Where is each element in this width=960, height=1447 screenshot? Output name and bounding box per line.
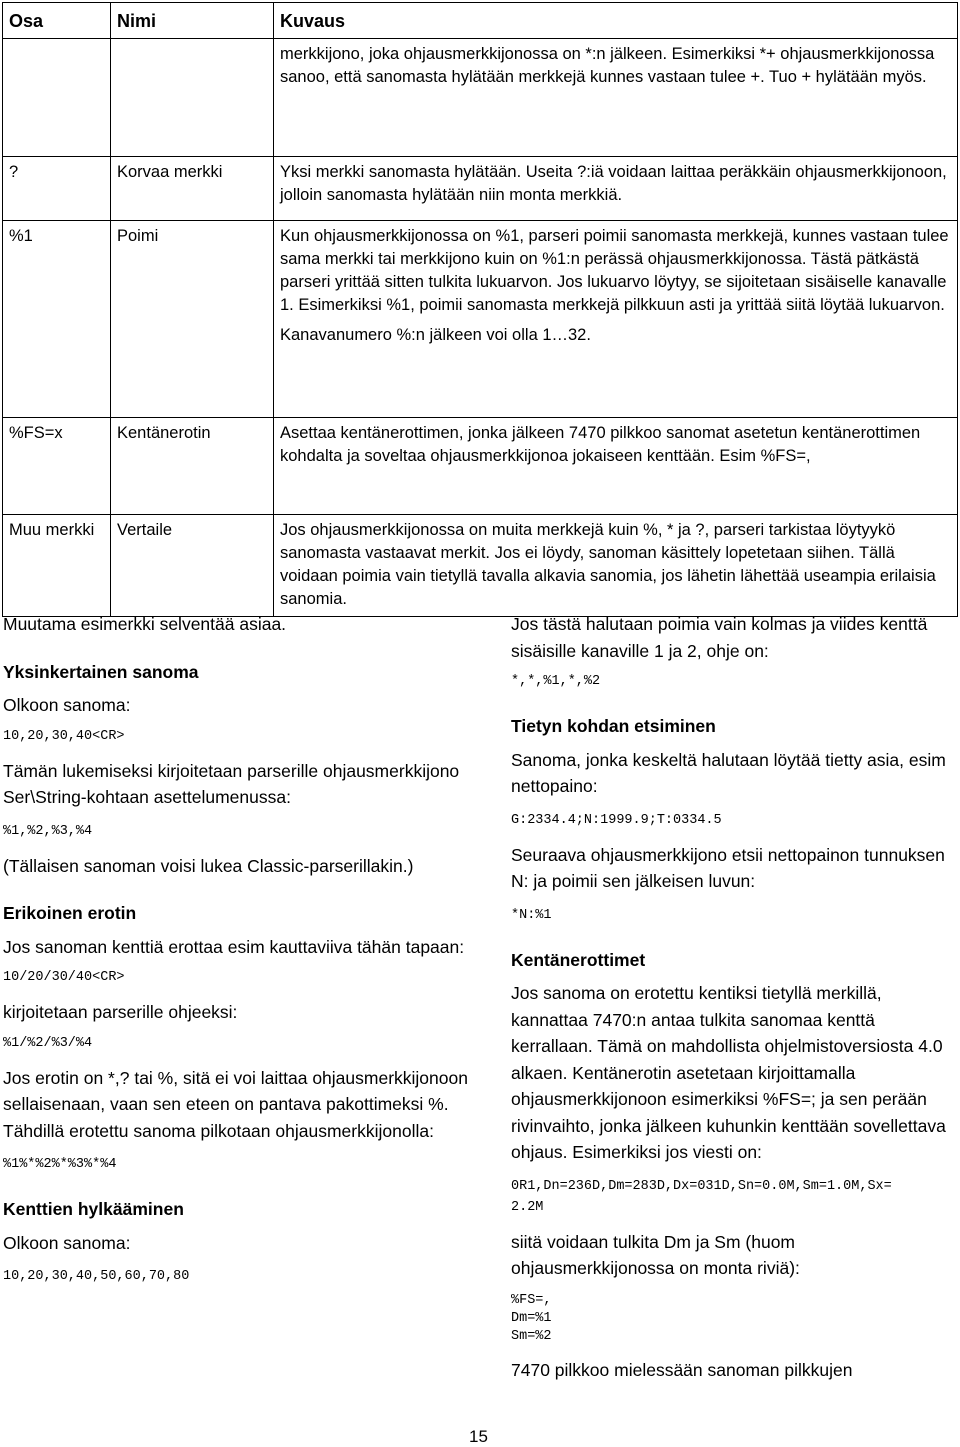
- code-sample: Sm=%2: [511, 1328, 552, 1344]
- code-sample: %1%*%2%*%3%*%4: [3, 1157, 117, 1172]
- code-sample: G:2334.4;N:1999.9;T:0334.5: [511, 812, 722, 828]
- code-sample: %FS=,: [511, 1292, 552, 1308]
- paragraph: Jos tästä halutaan poimia vain kolmas ja viides kenttä sisäisille kanaville 1 ja 2, ohje on:: [511, 614, 928, 661]
- cell-nimi: Vertaile: [111, 515, 274, 617]
- code-sample: 10,20,30,40,50,60,70,80: [3, 1269, 190, 1284]
- right-column: [511, 611, 958, 1383]
- kuvaus-text-note: Kanavanumero %:n jälkeen voi olla 1…32.: [280, 326, 591, 344]
- section-heading: Tietyn kohdan etsiminen: [511, 716, 716, 736]
- header-nimi: Nimi: [111, 3, 274, 39]
- section-heading: Kentänerottimet: [511, 949, 646, 970]
- kuvaus-text: Kun ohjausmerkkijonossa on %1, parseri poimii sanomasta merkkejä, kunnes vastaan tulee sama merkki tai merkkijono kuin on %1:n perässä ohjausmerkkijonossa. Tästä pätkästä parseri yrittää sitten tulkita lukuarvon. Jos lukuarvo löytyy, se sijoitetaan sisäiselle kanavalle 1. Esimerkiksi %1, poimii sanomasta merkkejä pilkkuun asti ja yrittää siitä löytää lukuarvon.: [280, 227, 949, 314]
- intro-text: Muutama esimerkki selventää asiaa.: [3, 614, 287, 634]
- paragraph: Jos sanoman kenttiä erottaa esim kauttaviiva tähän tapaan:: [3, 936, 465, 957]
- cell-nimi: Korvaa merkki: [111, 157, 274, 221]
- section-heading: Yksinkertainen sanoma: [3, 661, 199, 682]
- kuvaus-text: Yksi merkki sanomasta hylätään. Useita ?:iä voidaan laittaa peräkkäin ohjausmerkkijonoon, jolloin sanomasta hylätään niin monta merkkiä.: [280, 163, 947, 204]
- cell-kuvaus: [274, 418, 958, 515]
- code-sample: 10/20/30/40<CR>: [3, 970, 125, 985]
- cell-osa: %1: [3, 221, 111, 418]
- kuvaus-text: Asettaa kentänerottimen, jonka jälkeen 7470 pilkkoo sanomat asetetun kentänerottimen kohdalta ja soveltaa ohjausmerkkijonoa jokaiseen kenttään. Esim %FS=,: [280, 424, 921, 465]
- section-heading: Kenttien hylkääminen: [3, 1199, 184, 1219]
- code-sample: 10,20,30,40<CR>: [3, 728, 125, 744]
- cell-kuvaus: [274, 157, 958, 221]
- code-sample: %1/%2/%3/%4: [3, 1035, 93, 1051]
- code-sample: 0R1,Dn=236D,Dm=283D,Dx=031D,Sn=0.0M,Sm=1.0M,Sx=: [511, 1178, 892, 1194]
- paragraph: kirjoitetaan parserille ohjeeksi:: [3, 1002, 238, 1022]
- cell-kuvaus: [274, 221, 958, 418]
- code-sample: %1,%2,%3,%4: [3, 823, 93, 839]
- table-header-row: [3, 3, 958, 39]
- cell-osa: ?: [3, 157, 111, 221]
- cell-nimi: [111, 39, 274, 157]
- table-row: [3, 221, 958, 418]
- paragraph: (Tällaisen sanoman voisi lukea Classic-parserillakin.): [3, 855, 414, 876]
- section-heading: Erikoinen erotin: [3, 903, 137, 923]
- cell-kuvaus: [274, 39, 958, 157]
- cell-nimi: Poimi: [111, 221, 274, 418]
- cell-nimi: Kentänerotin: [111, 418, 274, 515]
- cell-osa: Muu merkki: [3, 515, 111, 617]
- paragraph: Jos sanoma on erotettu kentiksi tietyllä merkillä, kannattaa 7470:n antaa tulkita sanomaa kenttä kerrallaan. Tämä on mahdollista ohjelmistoversiosta 4.0 alkaen. Kentänerotin asetetaan kirjoittamalla ohjausmerkkijonoon esimerkiksi %FS=; ja sen perään rivinvaihto, jonka jälkeen kuhunkin kenttään sovellettava ohjaus. Esimerkiksi jos viesti on:: [511, 983, 946, 1162]
- paragraph: Olkoon sanoma:: [3, 1232, 131, 1253]
- kuvaus-text: merkkijono, joka ohjausmerkkijonossa on *:n jälkeen. Esimerkiksi *+ ohjausmerkkijonossa sanoo, että sanomasta hylätään merkkejä kunnes vastaan tulee +. Tuo + hylätään myös.: [280, 45, 935, 86]
- left-column: [3, 611, 473, 1287]
- code-sample: *,*,%1,*,%2: [511, 674, 601, 689]
- header-osa: Osa: [3, 3, 111, 39]
- spec-table: [2, 2, 958, 617]
- paragraph: 7470 pilkkoo mielessään sanoman pilkkujen: [511, 1359, 853, 1380]
- table-row: [3, 157, 958, 221]
- cell-osa: %FS=x: [3, 418, 111, 515]
- code-sample: *N:%1: [511, 907, 552, 923]
- table-row: [3, 515, 958, 617]
- table-row: [3, 39, 958, 157]
- cell-kuvaus: [274, 515, 958, 617]
- code-sample: Dm=%1: [511, 1310, 552, 1326]
- paragraph: Olkoon sanoma:: [3, 695, 131, 715]
- paragraph: Seuraava ohjausmerkkijono etsii nettopainon tunnuksen N: ja poimii sen jälkeisen luvun:: [511, 844, 945, 891]
- paragraph: Tämän lukemiseksi kirjoitetaan parserille ohjausmerkkijono Ser\String-kohtaan asettelumenussa:: [3, 760, 460, 807]
- paragraph: Jos erotin on *,? tai %, sitä ei voi laittaa ohjausmerkkijonoon sellaisenaan, vaan sen eteen on pantava pakottimeksi %. Tähdillä erotettu sanoma pilkotaan ohjausmerkkijonolla:: [3, 1067, 468, 1141]
- code-sample: 2.2M: [511, 1199, 544, 1215]
- paragraph: siitä voidaan tulkita Dm ja Sm (huom ohjausmerkkijonossa on monta riviä):: [511, 1231, 800, 1278]
- paragraph: Sanoma, jonka keskeltä halutaan löytää tietty asia, esim nettopaino:: [511, 749, 946, 796]
- page-number: 15: [469, 1427, 488, 1446]
- cell-osa: [3, 39, 111, 157]
- header-kuvaus: Kuvaus: [274, 3, 958, 39]
- kuvaus-text: Jos ohjausmerkkijonossa on muita merkkejä kuin %, * ja ?, parseri tarkistaa löytyykö sanomasta vastaavat merkit. Jos ei löydy, sanoman käsittely lopetetaan siihen. Tällä voidaan poimia vain tietyllä tavalla alkavia sanomia, jos lähetin lähettää useampia erilaisia sanomia.: [280, 521, 936, 608]
- table-row: [3, 418, 958, 515]
